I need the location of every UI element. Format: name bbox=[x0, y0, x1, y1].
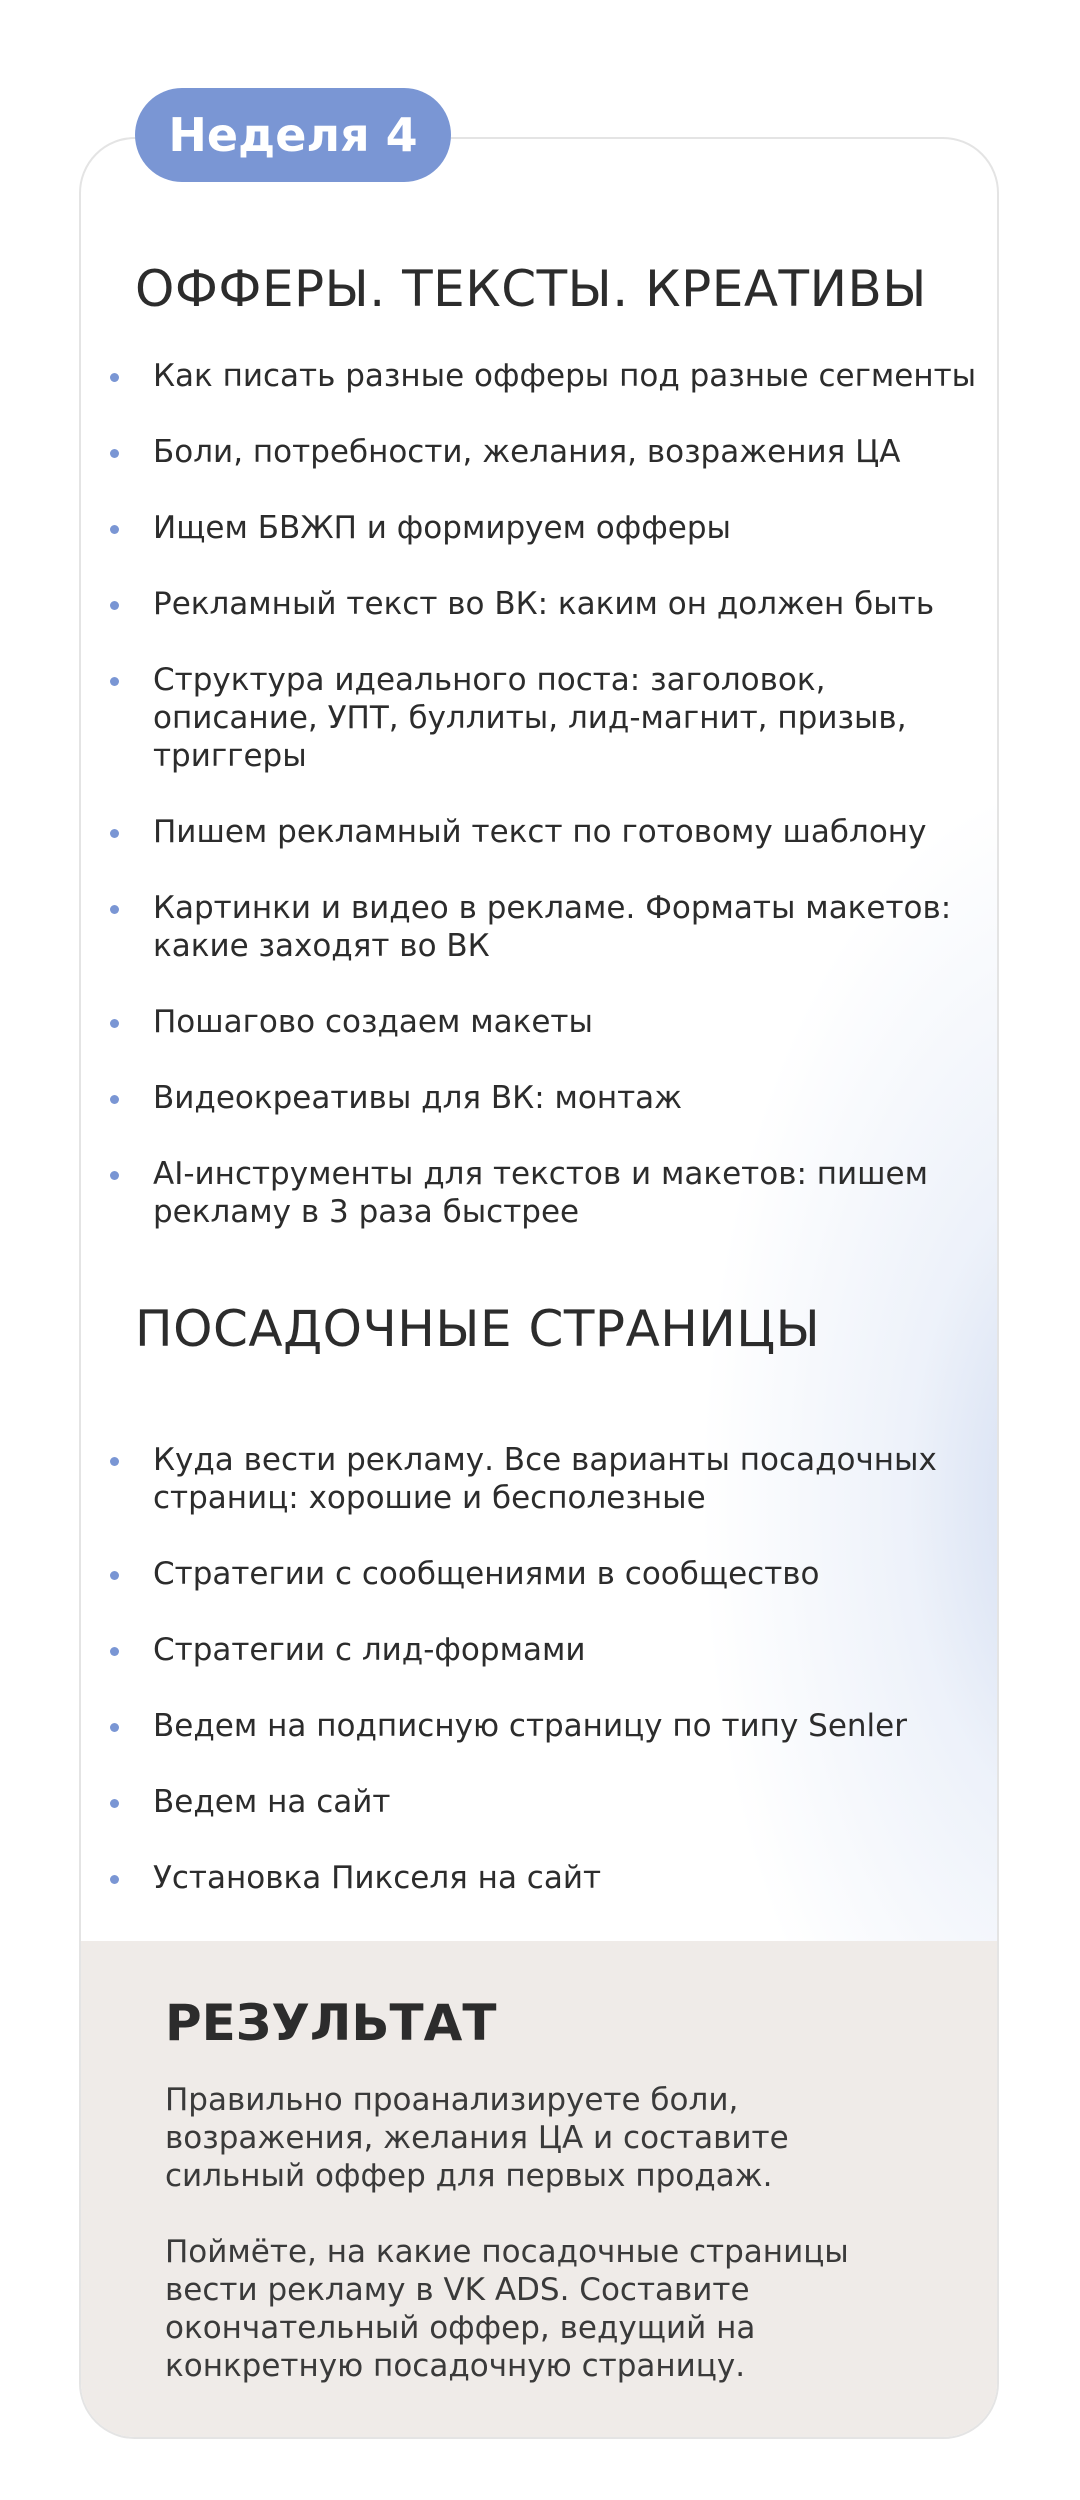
bullet-dot bbox=[110, 677, 119, 686]
list-item-text: Стратегии с сообщениями в сообщество bbox=[153, 1556, 820, 1592]
list-item-text: Установка Пикселя на сайт bbox=[153, 1860, 602, 1896]
section-title-landing-pages: ПОСАДОЧНЫЕ СТРАНИЦЫ bbox=[135, 1300, 821, 1358]
list-item-text: Ведем на подписную страницу по типу Senler bbox=[153, 1708, 907, 1744]
bullet-dot bbox=[110, 829, 119, 838]
list-item-text: Ищем БВЖП и формируем офферы bbox=[153, 510, 732, 546]
list-item-text: Рекламный текст во ВК: каким он должен быть bbox=[153, 586, 935, 622]
list-item bbox=[107, 1441, 953, 1517]
list-item bbox=[107, 585, 977, 623]
bullet-dot bbox=[110, 1019, 119, 1028]
list-item-text: Ведем на сайт bbox=[153, 1784, 391, 1820]
list-item bbox=[107, 1631, 977, 1669]
list-item bbox=[107, 1555, 977, 1593]
result-paragraph: Поймёте, на какие посадочные страницы вести рекламу в VK ADS. Составите окончательный оффер, ведущий на конкретную посадочную страницу. bbox=[165, 2234, 849, 2384]
bullet-dot bbox=[110, 449, 119, 458]
list-item-text: Куда вести рекламу. Все варианты посадочных страниц: хорошие и бесполезные bbox=[153, 1442, 937, 1516]
list-item bbox=[107, 1707, 977, 1745]
bullet-dot bbox=[110, 1799, 119, 1808]
list-item bbox=[107, 509, 977, 547]
list-item bbox=[107, 661, 913, 775]
bullet-dot bbox=[110, 1457, 119, 1466]
list-item bbox=[107, 433, 977, 471]
result-title: РЕЗУЛЬТАТ bbox=[165, 1994, 497, 2052]
list-item bbox=[107, 1155, 933, 1231]
section-title-offers: ОФФЕРЫ. ТЕКСТЫ. КРЕАТИВЫ bbox=[135, 260, 927, 318]
list-item-text: Боли, потребности, желания, возражения ЦА bbox=[153, 434, 901, 470]
list-item-text: Пошагово создаем макеты bbox=[153, 1004, 593, 1040]
offers-list bbox=[107, 357, 977, 1269]
bullet-dot bbox=[110, 1723, 119, 1732]
list-item-text: Пишем рекламный текст по готовому шаблону bbox=[153, 814, 927, 850]
bullet-dot bbox=[110, 1875, 119, 1884]
list-item-text: Структура идеального поста: заголовок, описание, УПТ, буллиты, лид-магнит, призыв, триггеры bbox=[153, 662, 907, 774]
bullet-dot bbox=[110, 905, 119, 914]
bullet-dot bbox=[110, 601, 119, 610]
list-item-text: Картинки и видео в рекламе. Форматы макетов: какие заходят во ВК bbox=[153, 890, 952, 964]
result-section bbox=[81, 1941, 997, 2439]
bullet-dot bbox=[110, 373, 119, 382]
bullet-dot bbox=[110, 1171, 119, 1180]
bullet-dot bbox=[110, 1647, 119, 1656]
bullet-dot bbox=[110, 1095, 119, 1104]
list-item bbox=[107, 1079, 977, 1117]
list-item bbox=[107, 1783, 977, 1821]
list-item bbox=[107, 889, 953, 965]
list-item-text: AI-инструменты для текстов и макетов: пишем рекламу в 3 раза быстрее bbox=[153, 1156, 928, 1230]
list-item-text: Как писать разные офферы под разные сегменты bbox=[153, 358, 977, 394]
list-item-text: Видеокреативы для ВК: монтаж bbox=[153, 1080, 683, 1116]
result-paragraph: Правильно проанализируете боли, возражения, желания ЦА и составите сильный оффер для первых продаж. bbox=[165, 2082, 789, 2194]
landing-list bbox=[107, 1441, 977, 1935]
list-item bbox=[107, 813, 977, 851]
bullet-dot bbox=[110, 525, 119, 534]
bullet-dot bbox=[110, 1571, 119, 1580]
list-item-text: Стратегии с лид-формами bbox=[153, 1632, 586, 1668]
week-badge: Неделя 4 bbox=[135, 88, 451, 182]
list-item bbox=[107, 357, 993, 395]
list-item bbox=[107, 1859, 977, 1897]
list-item bbox=[107, 1003, 977, 1041]
program-card bbox=[79, 137, 999, 2439]
